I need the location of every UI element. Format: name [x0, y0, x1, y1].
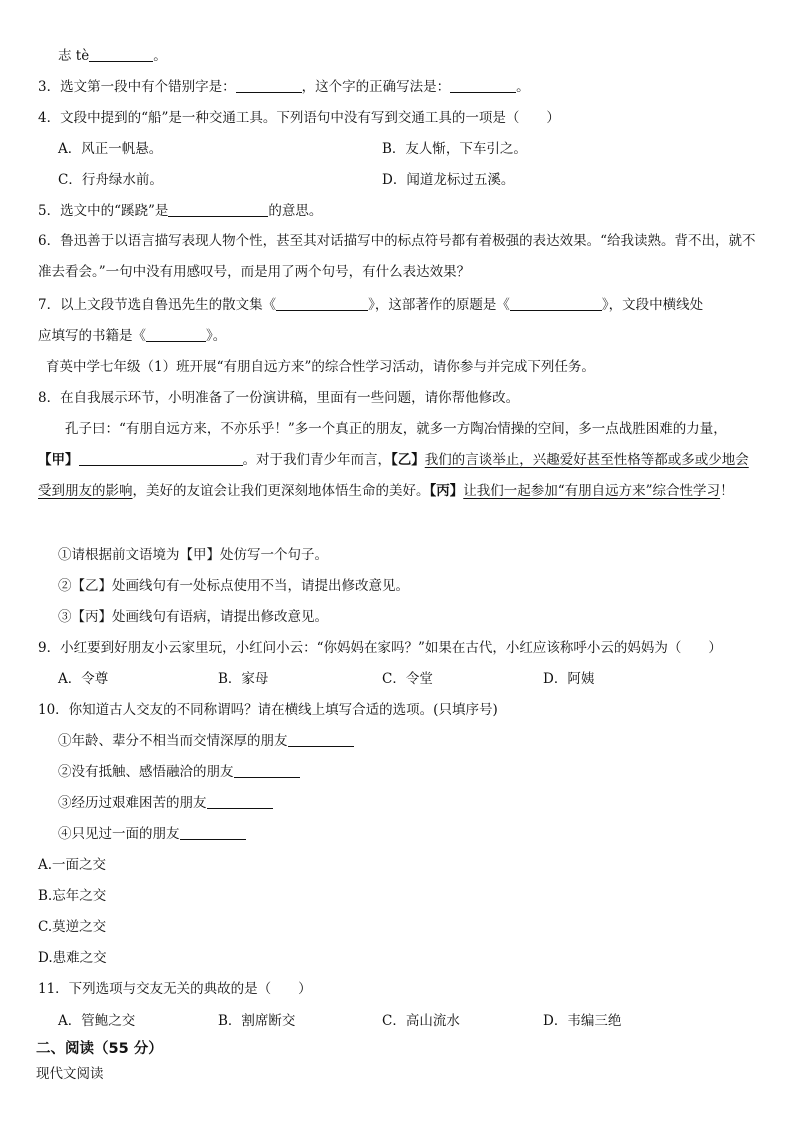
option-d[interactable]: D．阿姨 [543, 671, 595, 687]
question-5: 5．选文中的“蹊跷”是 的意思。 [38, 203, 323, 219]
q10-item-3: ③经历过艰难困苦的朋友 [58, 793, 758, 813]
option-a[interactable]: A．令尊 [58, 671, 109, 687]
option-c[interactable]: C．行舟绿水前。 [58, 172, 163, 188]
question-3: 3．选文第一段中有个错别字是： ，这个字的正确写法是： 。 [38, 79, 530, 95]
underlined-sentence-bing: 让我们一起参加“有朋自远方来”综合性学习 [463, 483, 721, 499]
q10-item-1: ①年龄、辈分不相当而交情深厚的朋友 [58, 731, 758, 751]
answer-blank[interactable] [207, 794, 273, 809]
q10-item-4: ④只见过一面的朋友 [58, 824, 758, 844]
question-7-cont: 应填写的书籍是《 》。 [38, 328, 227, 344]
answer-blank[interactable] [146, 327, 206, 342]
question-4: 4．文段中提到的“船”是一种交通工具。下列语句中没有写到交通工具的一项是（ ） [38, 110, 560, 126]
answer-blank[interactable] [180, 825, 246, 840]
option-b[interactable]: B．友人惭，下车引之。 [382, 141, 527, 157]
option-a[interactable]: A．管鲍之交 [58, 1013, 136, 1029]
answer-blank[interactable] [510, 296, 602, 311]
option-b[interactable]: B．家母 [218, 671, 269, 687]
question-8: 8．在自我展示环节，小明准备了一份演讲稿，里面有一些问题，请你帮他修改。 [38, 390, 520, 406]
task-2: ②【乙】处画线句有一处标点使用不当，请提出修改意见。 [58, 578, 409, 594]
option-c[interactable]: C．高山流水 [382, 1013, 460, 1029]
q10-choice-b: B.忘年之交 [38, 888, 107, 904]
subsection-heading: 现代文阅读 [36, 1066, 104, 1082]
answer-blank-jia[interactable] [79, 451, 243, 466]
section-heading: 二、阅读（55 分） [36, 1041, 163, 1057]
answer-blank[interactable] [89, 47, 153, 62]
option-d[interactable]: D．韦编三绝 [543, 1013, 622, 1029]
option-d[interactable]: D．闻道龙标过五溪。 [382, 172, 515, 188]
q10-choice-d: D.患难之交 [38, 950, 107, 966]
option-a[interactable]: A．风正一帆悬。 [58, 141, 163, 157]
answer-blank[interactable] [236, 78, 302, 93]
speech-passage: 孔子曰：“有朋自远方来，不亦乐乎！”多一个真正的朋友，就多一方陶冶情操的空间，多一点战胜困难的力量，【甲】 。对于我们青少年而言，【乙】我们的言谈举止，兴趣爱好甚至性格等都或多或少地会受到朋友的影响，美好的友谊会让我们更深刻地体悟生命的美好。【丙】让我们一起参加“有朋自远方来”综合性学习！ [38, 421, 749, 499]
answer-fragment: 志 tè 。 [58, 48, 167, 64]
question-10: 10．你知道古人交友的不同称谓吗？请在横线上填写合适的选项。(只填序号) [38, 702, 498, 718]
question-6: 6．鲁迅善于以语言描写表现人物个性，甚至其对话描写中的标点符号都有着极强的表达效果。“给我读熟。背不出，就不准去看会。”一句中没有用感叹号，而是用了两个句号，有什么表达效果？ [38, 233, 756, 280]
q10-choice-c: C.莫逆之交 [38, 919, 107, 935]
option-c[interactable]: C．令堂 [382, 671, 433, 687]
task-3: ③【丙】处画线句有语病，请提出修改意见。 [58, 609, 328, 625]
question-7: 7．以上文段节选自鲁迅先生的散文集《 》，这部著作的原题是《 》，文段中横线处 [38, 297, 704, 313]
answer-blank[interactable] [168, 202, 268, 217]
answer-blank[interactable] [450, 78, 516, 93]
q10-choice-a: A.一面之交 [38, 857, 107, 873]
activity-intro: 育英中学七年级（1）班开展“有朋自远方来”的综合性学习活动，请你参与并完成下列任务。 [46, 359, 595, 375]
task-1: ①请根据前文语境为【甲】处仿写一个句子。 [58, 547, 328, 563]
question-11: 11．下列选项与交友无关的典故的是（ ） [38, 981, 312, 997]
answer-blank[interactable] [288, 732, 354, 747]
answer-blank[interactable] [276, 296, 368, 311]
underlined-sentence-yi: 我们的言谈举止，兴趣爱好甚至性格等都或多或少地会受到朋友的影响 [38, 452, 749, 499]
q10-item-2: ②没有抵触、感悟融洽的朋友 [58, 762, 758, 782]
answer-blank[interactable] [234, 763, 300, 778]
option-b[interactable]: B．割席断交 [218, 1013, 296, 1029]
question-9: 9．小红要到好朋友小云家里玩，小红问小云：“你妈妈在家吗？”如果在古代，小红应该称呼小云的妈妈为（ ） [38, 640, 722, 656]
